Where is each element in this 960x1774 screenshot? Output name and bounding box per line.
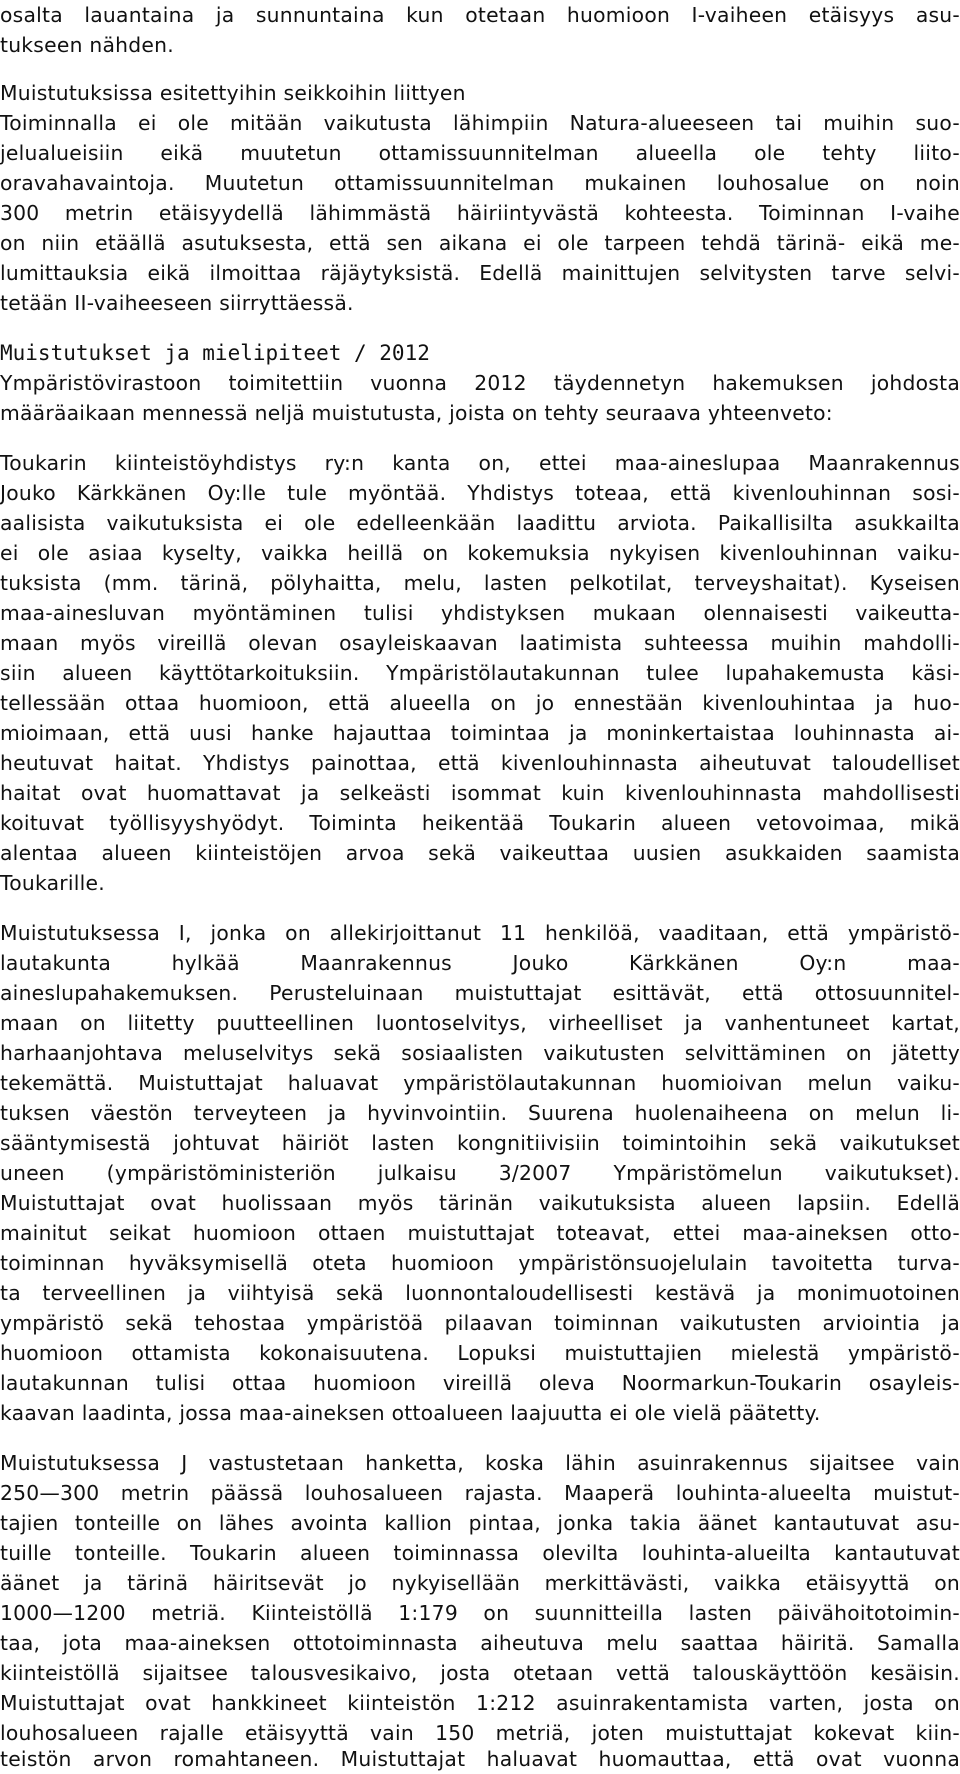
text-line: aalisista vaikutuksista ei ole edelleenkään laadittu arviota. Paikallisilta asukkailta — [0, 511, 960, 535]
paragraph-subheading: Muistutuksissa esitettyihin seikkoihin liittyen — [0, 81, 466, 105]
text-line: tukseen nähden. — [0, 33, 174, 57]
text-line: aineslupahakemuksen. Perusteluinaan muistuttajat esittävät, että ottosuunnitel- — [0, 981, 960, 1005]
text-line: louhosalueen rajalle etäisyyttä vain 150 metriä, joten muistuttajat kokevat kiin- — [0, 1721, 960, 1745]
text-line: Ympäristövirastoon toimitettiin vuonna 2012 täydennetyn hakemuksen johdosta — [0, 371, 960, 395]
text-line: mainitut seikat huomioon ottaen muistuttajat toteavat, ettei maa-aineksen otto- — [0, 1221, 960, 1245]
text-line: Muistuttajat ovat hankkineet kiinteistön 1:212 asuinrakentamista varten, josta on — [0, 1691, 960, 1715]
text-line: Toukarille. — [0, 871, 105, 895]
text-line: ei ole asiaa kyselty, vaikka heillä on kokemuksia nykyisen kivenlouhinnan vaiku- — [0, 541, 960, 565]
text-line: Jouko Kärkkänen Oy:lle tule myöntää. Yhdistys toteaa, että kivenlouhinnan sosi- — [0, 481, 960, 505]
text-line: teistön arvon romahtaneen. Muistuttajat haluavat huomauttaa, että ovat vuonna — [0, 1747, 960, 1771]
text-line: 1000—1200 metriä. Kiinteistöllä 1:179 on suunnitteilla lasten päivähoitotoimin- — [0, 1601, 960, 1625]
text-line: tuksen väestön terveyteen ja hyvinvointiin. Suurena huolenaiheena on melun li- — [0, 1101, 960, 1125]
text-line: sääntymisestä johtuvat häiriöt lasten kongnitiivisiin toimintoihin sekä vaikutukset — [0, 1131, 960, 1155]
text-line: heutuvat haitat. Yhdistys painottaa, että kivenlouhinnasta aiheutuvat taloudelliset — [0, 751, 960, 775]
text-line: mioimaan, että uusi hanke hajauttaa toimintaa ja moninkertaistaa louhinnasta ai- — [0, 721, 960, 745]
text-line: 300 metrin etäisyydellä lähimmästä häiriintyvästä kohteesta. Toiminnan I-vaihe — [0, 201, 960, 225]
text-line: harhaanjohtava meluselvitys sekä sosiaalisten vaikutusten selvittäminen on jätetty — [0, 1041, 960, 1065]
text-line: kaavan laadinta, jossa maa-aineksen ottoalueen laajuutta ei ole vielä päätetty. — [0, 1401, 821, 1425]
text-line: lumittauksia eikä ilmoittaa räjäytyksistä. Edellä mainittujen selvitysten tarve selvi- — [0, 261, 960, 285]
text-line: äänet ja tärinä häiritsevät jo nykyisellään merkittävästi, vaikka etäisyyttä on — [0, 1571, 960, 1595]
text-line: tetään II-vaiheeseen siirryttäessä. — [0, 291, 354, 315]
text-line: lautakunta hylkää Maanrakennus Jouko Kärkkänen Oy:n maa- — [0, 951, 960, 975]
text-line: 250—300 metrin päässä louhosalueen rajasta. Maaperä louhinta-alueelta muistut- — [0, 1481, 960, 1505]
text-line: Muistutuksessa I, jonka on allekirjoittanut 11 henkilöä, vaaditaan, että ympäristö- — [0, 921, 960, 945]
text-line: tellessään ottaa huomioon, että alueella on jo ennestään kivenlouhintaa ja huo- — [0, 691, 960, 715]
text-line: maan on liitetty puutteellinen luontoselvitys, virheelliset ja vanhentuneet kartat, — [0, 1011, 960, 1035]
text-line: maan myös vireillä olevan osayleiskaavan laatimista suhteessa muihin mahdolli- — [0, 631, 960, 655]
text-line: taa, jota maa-aineksen ottotoiminnasta aiheutuva melu saattaa häiritä. Samalla — [0, 1631, 960, 1655]
text-line: jelualueisiin eikä muutetun ottamissuunnitelman alueella ole tehty liito- — [0, 141, 960, 165]
text-line: kiinteistöllä sijaitsee talousvesikaivo, josta otetaan vettä talouskäyttöön kesäisin. — [0, 1661, 960, 1685]
text-line: toiminnan hyväksymisellä oteta huomioon ympäristönsuojelulain tavoitetta turva- — [0, 1251, 960, 1275]
text-line: oravahavaintoja. Muutetun ottamissuunnitelman mukainen louhosalue on noin — [0, 171, 960, 195]
text-line: Toukarin kiinteistöyhdistys ry:n kanta on, ettei maa-aineslupaa Maanrakennus — [0, 451, 960, 475]
text-line: tuksista (mm. tärinä, pölyhaitta, melu, lasten pelkotilat, terveyshaitat). Kyseisen — [0, 571, 960, 595]
text-line: tekemättä. Muistuttajat haluavat ympäristölautakunnan huomioivan melun vaiku- — [0, 1071, 960, 1095]
text-line: Toiminnalla ei ole mitään vaikutusta lähimpiin Natura-alueeseen tai muihin suo- — [0, 111, 960, 135]
text-line: on niin etäällä asutuksesta, että sen aikana ei ole tarpeen tehdä tärinä- eikä me- — [0, 231, 960, 255]
text-line: alentaa alueen kiinteistöjen arvoa sekä vaikeuttaa uusien asukkaiden saamista — [0, 841, 960, 865]
section-heading: Muistutukset ja mielipiteet / 2012 — [0, 341, 430, 365]
text-line: siin alueen käyttötarkoituksiin. Ympäristölautakunnan tulee lupahakemusta käsi- — [0, 661, 960, 685]
text-line: lautakunnan tulisi ottaa huomioon vireillä oleva Noormarkun-Toukarin osayleis- — [0, 1371, 960, 1395]
text-line: Muistuttajat ovat huolissaan myös tärinän vaikutuksista alueen lapsiin. Edellä — [0, 1191, 960, 1215]
text-line: ympäristö sekä tehostaa ympäristöä pilaavan toiminnan vaikutusten arviointia ja — [0, 1311, 960, 1335]
text-line: Muistutuksessa J vastustetaan hanketta, koska lähin asuinrakennus sijaitsee vain — [0, 1451, 960, 1475]
text-line: ta terveellinen ja viihtyisä sekä luonnontaloudellisesti kestävä ja monimuotoinen — [0, 1281, 960, 1305]
text-line: maa-ainesluvan myöntäminen tulisi yhdistyksen mukaan olennaisesti vaikeutta- — [0, 601, 960, 625]
text-line: koituvat työllisyyshyödyt. Toiminta heikentää Toukarin alueen vetovoimaa, mikä — [0, 811, 960, 835]
text-line: tajien tonteille on lähes avointa kallion pintaa, jonka takia äänet kantautuvat asu- — [0, 1511, 960, 1535]
text-line: määräaikaan mennessä neljä muistutusta, joista on tehty seuraava yhteenveto: — [0, 401, 833, 425]
text-line: huomioon ottamista kokonaisuutena. Lopuksi muistuttajien mielestä ympäristö- — [0, 1341, 960, 1365]
text-line: haitat ovat huomattavat ja selkeästi isommat kuin kivenlouhinnasta mahdollisesti — [0, 781, 960, 805]
text-line: tuille tonteille. Toukarin alueen toiminnassa olevilta louhinta-alueilta kantautuvat — [0, 1541, 960, 1565]
text-line: uneen (ympäristöministeriön julkaisu 3/2007 Ympäristömelun vaikutukset). — [0, 1161, 960, 1185]
text-line: osalta lauantaina ja sunnuntaina kun otetaan huomioon I-vaiheen etäisyys asu- — [0, 3, 960, 27]
